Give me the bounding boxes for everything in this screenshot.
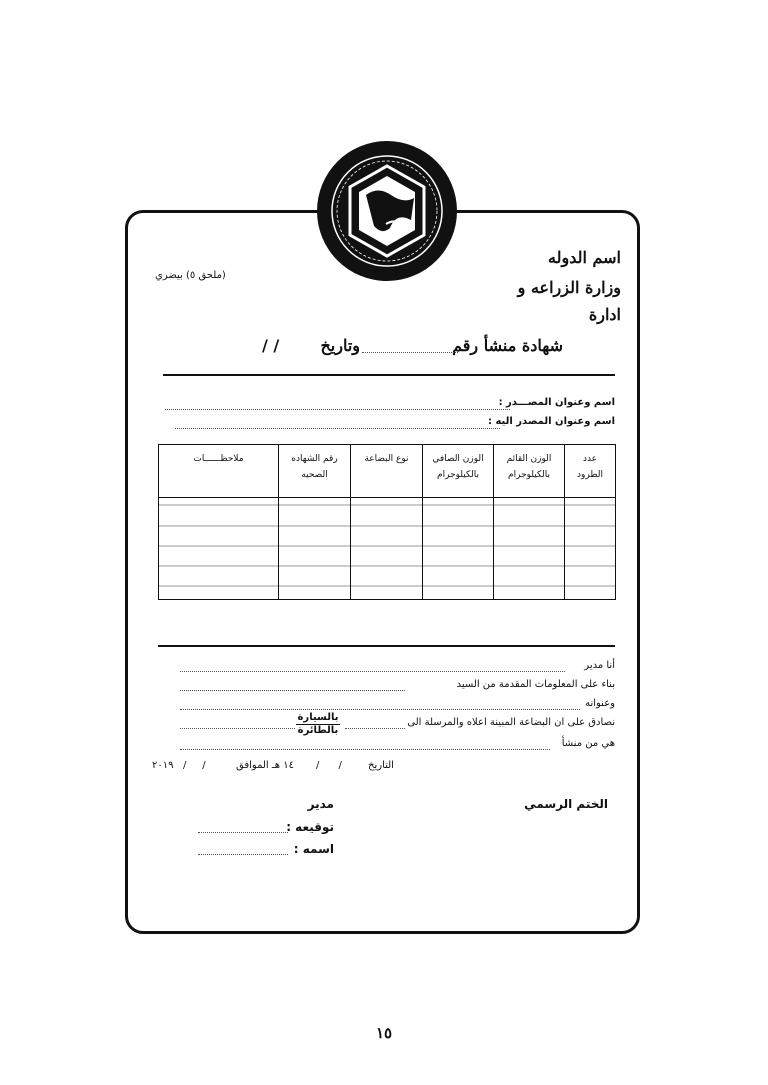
- gregorian-suffix: ٢٠١٩: [152, 760, 174, 771]
- declaration-line-4: نصادق على ان البضاعة المبينة اعلاه والمرسلة الى: [407, 717, 615, 728]
- gross-weight-cell[interactable]: [494, 498, 565, 600]
- declaration-line-5: هي من منشأ: [561, 738, 615, 749]
- state-name: اسم الدوله: [548, 248, 621, 267]
- declaration-date-label: التاريخ: [368, 760, 394, 771]
- annex-note: (ملحق ٥) بيضري: [155, 270, 226, 281]
- consignee-field[interactable]: [180, 728, 295, 729]
- date-separator-2: / /: [183, 760, 206, 771]
- goods-type-cell[interactable]: [351, 498, 423, 600]
- goods-table: [158, 444, 616, 600]
- emblem-seal: [316, 140, 458, 282]
- table-row: [159, 498, 616, 600]
- importer-label: اسم وعنوان المصدر اليه :: [488, 416, 615, 427]
- column-header-net-weight: الوزن الصافي بالكيلوجرام: [423, 445, 494, 498]
- date-separator: / /: [316, 760, 342, 771]
- ministry-name: وزارة الزراعه و: [517, 278, 621, 297]
- director-label: مدير: [307, 797, 334, 811]
- origin-field[interactable]: [180, 749, 550, 750]
- column-header-notes: ملاحظــــــات: [159, 445, 279, 498]
- name-field[interactable]: [198, 854, 288, 855]
- column-header-gross-weight: الوزن القائم بالكيلوجرام: [494, 445, 565, 498]
- divider-middle: [158, 645, 615, 647]
- declaration-line-1: أنا مدير: [584, 660, 615, 671]
- signature-field[interactable]: [198, 832, 288, 833]
- transport-by-plane: بالطائرة: [297, 725, 339, 736]
- certificate-date-label: وتاريخ: [320, 336, 360, 355]
- name-label: اسمه :: [293, 842, 334, 856]
- department-name: ادارة: [588, 305, 621, 324]
- importer-field[interactable]: [175, 428, 500, 429]
- packages-cell[interactable]: [565, 498, 616, 600]
- page-number: ١٥: [375, 1024, 393, 1042]
- exporter-label: اسم وعنوان المصـــدر :: [498, 397, 615, 408]
- hijri-suffix: ١٤ هـ الموافق: [236, 760, 294, 771]
- notes-cell[interactable]: [159, 498, 279, 600]
- declaration-line-2: بناء على المعلومات المقدمة من السيد: [456, 679, 615, 690]
- net-weight-cell[interactable]: [423, 498, 494, 600]
- certificate-number-field[interactable]: [362, 352, 458, 353]
- provider-field[interactable]: [180, 690, 405, 691]
- transport-extra-field[interactable]: [345, 728, 405, 729]
- transport-by-car: بالسيارة: [297, 712, 339, 723]
- transport-mode: [296, 712, 340, 736]
- director-field[interactable]: [180, 671, 565, 672]
- official-stamp-label: الختم الرسمي: [524, 797, 608, 811]
- declaration-line-3: وعنوانه: [585, 698, 615, 709]
- health-cert-cell[interactable]: [279, 498, 351, 600]
- column-header-packages: عدد الطرود: [565, 445, 616, 498]
- signature-label: توقيعه :: [286, 820, 334, 834]
- column-header-health-cert: رقم الشهاده الصحيه: [279, 445, 351, 498]
- exporter-field[interactable]: [165, 409, 510, 410]
- address-field[interactable]: [180, 709, 580, 710]
- certificate-title: شهادة منشأ رقم: [452, 336, 563, 355]
- certificate-date-value: / /: [262, 336, 280, 355]
- divider-top: [163, 374, 615, 376]
- table-header-row: [159, 445, 616, 498]
- column-header-goods-type: نوع البضاعة: [351, 445, 423, 498]
